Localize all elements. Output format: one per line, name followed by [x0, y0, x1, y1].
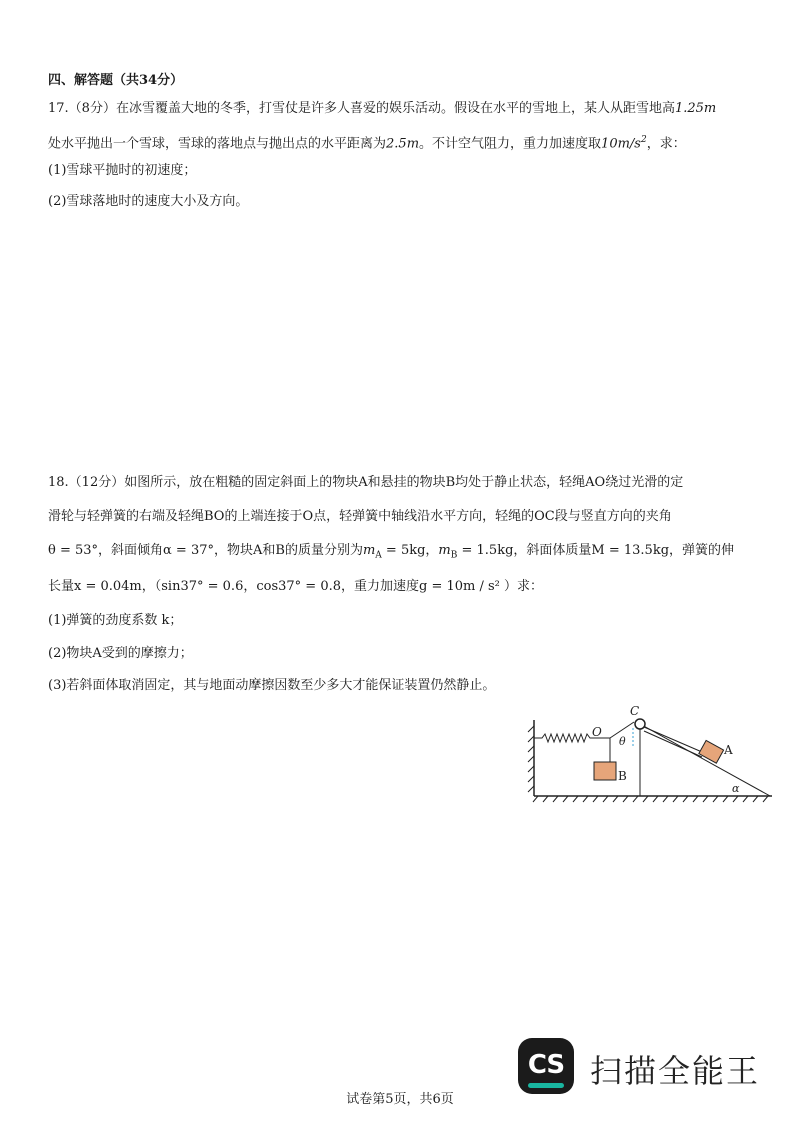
- q18-mB-value: = 1.5kg，斜面体质量M = 13.5kg，弹簧的伸: [457, 543, 735, 558]
- q18-sub2: (2)物块A受到的摩擦力；: [48, 646, 193, 661]
- pulley: [635, 719, 645, 729]
- q17-sub1: (1)雪球平抛时的初速度；: [48, 163, 197, 178]
- q18-line3: [48, 542, 734, 565]
- q17-text: 17.（8分）在冰雪覆盖大地的冬季，打雪仗是许多人喜爱的娱乐活动。假设在水平的雪地上，某人从距雪地高: [48, 101, 675, 116]
- page-footer: 试卷第5页，共6页: [346, 1092, 454, 1107]
- label-A: A: [724, 743, 733, 757]
- q18-line4: 长量x = 0.04m，（sin37° = 0.6，cos37° = 0.8，重力加速度g = 10m / s² ）求：: [48, 579, 543, 594]
- label-B: B: [618, 769, 627, 783]
- q17-line1: [48, 100, 716, 118]
- q17-text: ，求：: [646, 136, 686, 152]
- spring: [534, 734, 600, 742]
- q17-text: 处水平抛出一个雪球，雪球的落地点与抛出点的水平距离为: [48, 136, 387, 152]
- q18-sub3: (3)若斜面体取消固定，其与地面动摩擦因数至少多大才能保证装置仍然静止。: [48, 678, 496, 693]
- label-O: O: [592, 725, 602, 739]
- section-title: 四、解答题（共34分）: [48, 73, 184, 88]
- q18-mB-symbol: m: [438, 543, 451, 558]
- q18-sub1: (1)弹簧的劲度系数 k；: [48, 613, 183, 628]
- label-C: C: [630, 704, 640, 718]
- q18-line1: 18.（12分）如图所示，放在粗糙的固定斜面上的物块A和悬挂的物块B均处于静止状态，轻绳AO绕过光滑的定: [48, 475, 684, 490]
- block-B: [594, 762, 616, 780]
- physics-diagram: [520, 702, 780, 804]
- left-wall: [528, 720, 534, 796]
- q18-mA-value: = 5kg，: [381, 543, 439, 558]
- q17-height: 1.25m: [674, 101, 717, 116]
- q18-text: θ = 53°，斜面倾角α = 37°，物块A和B的质量分别为: [48, 543, 363, 558]
- q17-distance: 2.5m: [386, 136, 420, 152]
- rope-AO-2: [644, 731, 702, 757]
- q17-line2: [48, 131, 686, 153]
- camscanner-name: 扫描全能王: [590, 1052, 761, 1090]
- rope-AO: [644, 727, 702, 752]
- label-theta: θ: [619, 735, 626, 748]
- q17-sub2: (2)雪球落地时的速度大小及方向。: [48, 194, 249, 209]
- block-A: [699, 740, 724, 763]
- incline: [640, 724, 770, 796]
- q18-mB-subscript: B: [450, 550, 458, 561]
- q18-line2: 滑轮与轻弹簧的右端及轻绳BO的上端连接于O点，轻弹簧中轴线沿水平方向，轻绳的OC段与竖直方向的夹角: [48, 509, 672, 524]
- label-alpha: α: [732, 782, 740, 795]
- q18-mA-subscript: A: [375, 550, 382, 561]
- q17-gravity: 10m/s: [601, 136, 641, 152]
- q18-mA-symbol: m: [362, 543, 376, 558]
- q17-gravity-exp: 2: [640, 135, 647, 145]
- ground: [533, 796, 772, 802]
- camscanner-logo: [518, 1038, 574, 1094]
- camscanner-logo-text: CS: [527, 1050, 565, 1080]
- q17-text: 。不计空气阻力，重力加速度取: [419, 136, 602, 152]
